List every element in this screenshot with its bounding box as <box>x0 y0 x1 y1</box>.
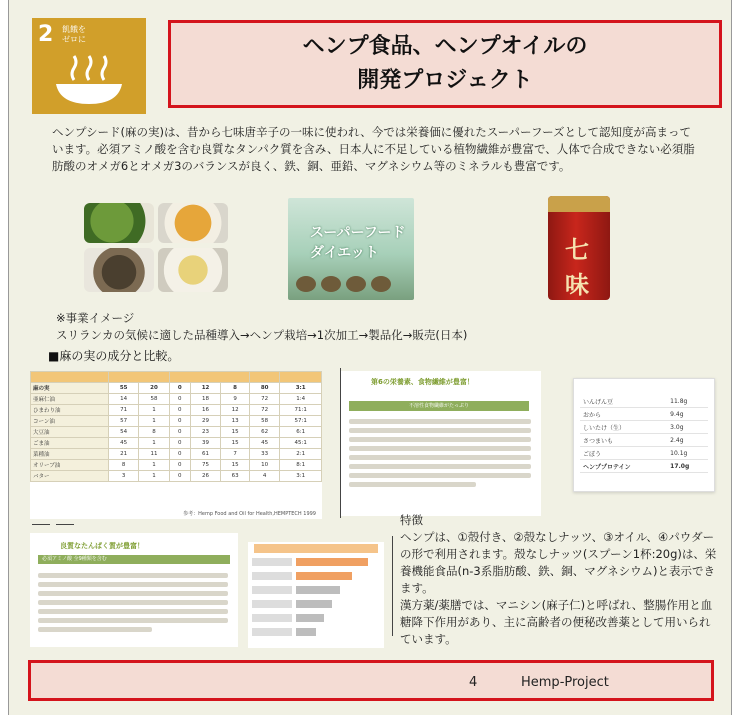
nutrition-value: 17.0g <box>667 460 708 473</box>
table-cell: 29 <box>190 416 220 427</box>
table-cell: 菜種油 <box>31 449 109 460</box>
spice-label: 七味 <box>565 236 589 299</box>
nutrition-value: 9.4g <box>667 408 708 421</box>
business-image-section <box>56 310 467 344</box>
dash-line <box>56 524 74 525</box>
table-cell: 75 <box>190 460 220 471</box>
table-row <box>31 427 322 438</box>
table-cell: 15 <box>221 438 250 449</box>
table-cell: 23 <box>190 427 220 438</box>
table-cell: 63 <box>221 471 250 482</box>
table-cell: 61 <box>190 449 220 460</box>
table-row <box>31 449 322 460</box>
features-body: ヘンプは、①殻付き、②殻なしナッツ、③オイル、④パウダーの形で利用されます。殻なしナッツ(スプーン1杯:20g)は、栄養機能食品(n-3系脂肪酸、鉄、銅、マグネシウム)と表示できます。 漢方薬/薬膳では、マニシン(麻子仁)と呼ばれ、整腸作用と血糖降下作用があり、主に高齢者の便秘改善薬として用いられています。 <box>400 530 717 646</box>
table-cell: 55 <box>108 383 138 394</box>
bar <box>296 628 316 636</box>
bowl-icon <box>54 48 124 108</box>
table-row <box>31 383 322 394</box>
bar-label <box>252 586 292 594</box>
table-cell: 15 <box>221 427 250 438</box>
table-cell: 8 <box>221 383 250 394</box>
bar <box>296 614 324 622</box>
table-cell: 11 <box>139 449 169 460</box>
table-cell: 3:1 <box>280 383 322 394</box>
nutrition-food: ごぼう <box>580 447 667 460</box>
table-cell: 0 <box>169 383 190 394</box>
table-cell: 45 <box>249 438 279 449</box>
table-cell: 1 <box>139 416 169 427</box>
table-cell: 8 <box>108 460 138 471</box>
table-cell: 9 <box>221 394 250 405</box>
table-cell: 20 <box>139 383 169 394</box>
nutrition-row <box>580 408 708 421</box>
sdg-label: 飢餓を ゼロに <box>62 25 86 44</box>
shichimi-can-image <box>548 196 610 300</box>
table-cell: 2:1 <box>280 449 322 460</box>
table-cell: 57 <box>108 416 138 427</box>
bar-label <box>252 558 292 566</box>
title-banner <box>168 20 722 108</box>
sdg-number: 2 <box>38 22 54 47</box>
table-cell: 8 <box>139 427 169 438</box>
table-cell: 12 <box>190 383 220 394</box>
nutrition-row <box>580 434 708 447</box>
table-cell: 1 <box>139 460 169 471</box>
table-cell: 54 <box>108 427 138 438</box>
table-row <box>31 416 322 427</box>
bar <box>296 586 340 594</box>
table-cell: 13 <box>221 416 250 427</box>
food-photo-dessert <box>158 248 228 292</box>
nutrition-food: いんげん豆 <box>580 395 667 408</box>
protein-bar-chart <box>248 542 384 648</box>
nutrition-row <box>580 395 708 408</box>
fiber-band: 不溶性食物繊維がたっぷり <box>349 401 529 411</box>
divider-line <box>392 536 393 636</box>
food-photo-soup <box>158 203 228 243</box>
nutrition-row <box>580 460 708 473</box>
intro-paragraph: ヘンプシード(麻の実)は、昔から七味唐辛子の一味に使われ、今では栄養価に優れたスーパーフーズとして認知度が高まっています。必須アミノ酸を含む良質なタンパク質を含み、日本人に不足している植物繊維が豊富で、人体で合成できない必須脂肪酸のオメガ6とオメガ3のバランスが良く、鉄、銅、亜鉛、マグネシウム等のミネラルも豊富です。 <box>52 125 695 173</box>
bar <box>296 558 368 566</box>
table-cell: 4 <box>249 471 279 482</box>
table-cell: 71:1 <box>280 405 322 416</box>
nutrition-value: 3.0g <box>667 421 708 434</box>
features-heading: 特徴 <box>400 513 423 527</box>
nutrition-row <box>580 447 708 460</box>
table-caption: 参考：Hemp Food and Oil for Health,HEMPTECH 1999 <box>183 511 316 517</box>
table-cell: 57:1 <box>280 416 322 427</box>
book-cover-image <box>288 198 414 300</box>
table-cell: 45 <box>108 438 138 449</box>
table-cell: 21 <box>108 449 138 460</box>
table-row <box>31 405 322 416</box>
table-cell: 0 <box>169 438 190 449</box>
table-cell: ひまわり油 <box>31 405 109 416</box>
fatty-acid-table-image <box>30 371 322 519</box>
table-cell: 16 <box>190 405 220 416</box>
table-cell: 3 <box>108 471 138 482</box>
table-cell: 80 <box>249 383 279 394</box>
bar-label <box>252 614 292 622</box>
table-cell: コーン油 <box>31 416 109 427</box>
fiber-info-image <box>341 371 541 516</box>
protein-title: 良質なたんぱく質が豊富！ <box>60 542 144 550</box>
business-heading: ※事業イメージ <box>56 311 135 325</box>
nutrition-value: 10.1g <box>667 447 708 460</box>
table-cell: 14 <box>108 394 138 405</box>
page-number: 4 <box>469 675 478 690</box>
table-cell: 45:1 <box>280 438 322 449</box>
nutrition-value: 11.8g <box>667 395 708 408</box>
food-photo-seeds <box>84 248 154 292</box>
table-cell: 72 <box>249 405 279 416</box>
table-cell: 18 <box>190 394 220 405</box>
table-cell: 亜麻仁油 <box>31 394 109 405</box>
bar <box>296 600 332 608</box>
nutrition-food: しいたけ（生） <box>580 421 667 434</box>
table-cell: 1:4 <box>280 394 322 405</box>
table-cell: 0 <box>169 394 190 405</box>
project-name: Hemp-Project <box>521 675 609 690</box>
table-cell: 大豆油 <box>31 427 109 438</box>
table-cell: 3:1 <box>280 471 322 482</box>
fiber-comparison-table <box>580 395 708 473</box>
table-cell: 33 <box>249 449 279 460</box>
protein-info-image <box>30 533 238 647</box>
features-section <box>400 512 718 648</box>
footer-banner <box>28 660 714 701</box>
table-cell: 麻の実 <box>31 383 109 394</box>
table-cell: 7 <box>221 449 250 460</box>
bar-label <box>252 572 292 580</box>
table-cell: 15 <box>221 460 250 471</box>
table-cell: 1 <box>139 471 169 482</box>
table-cell: 58 <box>249 416 279 427</box>
table-cell: 72 <box>249 394 279 405</box>
table-cell: 0 <box>169 449 190 460</box>
table-cell: 0 <box>169 471 190 482</box>
table-cell: ごま油 <box>31 438 109 449</box>
compare-heading: ■麻の実の成分と比較。 <box>48 349 180 363</box>
table-row <box>31 438 322 449</box>
food-photo-salad <box>84 203 154 243</box>
table-cell: 0 <box>169 427 190 438</box>
nutrition-row <box>580 421 708 434</box>
nutrition-food: さつまいも <box>580 434 667 447</box>
table-row <box>31 471 322 482</box>
sdg-badge <box>32 18 146 114</box>
table-cell: 1 <box>139 438 169 449</box>
table-cell: 0 <box>169 405 190 416</box>
table-cell: 10 <box>249 460 279 471</box>
fiber-comparison-card <box>573 378 715 492</box>
bar <box>296 572 352 580</box>
nutrition-food: おから <box>580 408 667 421</box>
page-title: ヘンプ食品、ヘンプオイルの 開発プロジェクト <box>302 34 588 93</box>
protein-band: 必須アミノ酸 全9種類を含む <box>38 555 230 564</box>
table-cell: 12 <box>221 405 250 416</box>
fiber-title: 第6の栄養素、食物繊維が豊富！ <box>371 378 474 386</box>
nutrition-food: ヘンププロテイン <box>580 460 667 473</box>
table-cell: 58 <box>139 394 169 405</box>
table-cell: 26 <box>190 471 220 482</box>
table-cell: 0 <box>169 416 190 427</box>
bar-label <box>252 600 292 608</box>
table-cell: 1 <box>139 405 169 416</box>
table-cell: バター <box>31 471 109 482</box>
bar-label <box>252 628 292 636</box>
table-cell: 6:1 <box>280 427 322 438</box>
fatty-acid-table <box>30 371 322 482</box>
table-row <box>31 394 322 405</box>
nutrition-value: 2.4g <box>667 434 708 447</box>
table-cell: 62 <box>249 427 279 438</box>
table-cell: オリーブ油 <box>31 460 109 471</box>
table-cell: 71 <box>108 405 138 416</box>
table-cell: 0 <box>169 460 190 471</box>
book-title: スーパーフード ダイエット <box>310 225 406 261</box>
dash-line <box>32 524 50 525</box>
table-row <box>31 460 322 471</box>
table-cell: 8:1 <box>280 460 322 471</box>
table-cell: 39 <box>190 438 220 449</box>
business-flow: スリランカの気候に適した品種導入→ヘンプ栽培→1次加工→製品化→販売(日本) <box>56 328 468 342</box>
